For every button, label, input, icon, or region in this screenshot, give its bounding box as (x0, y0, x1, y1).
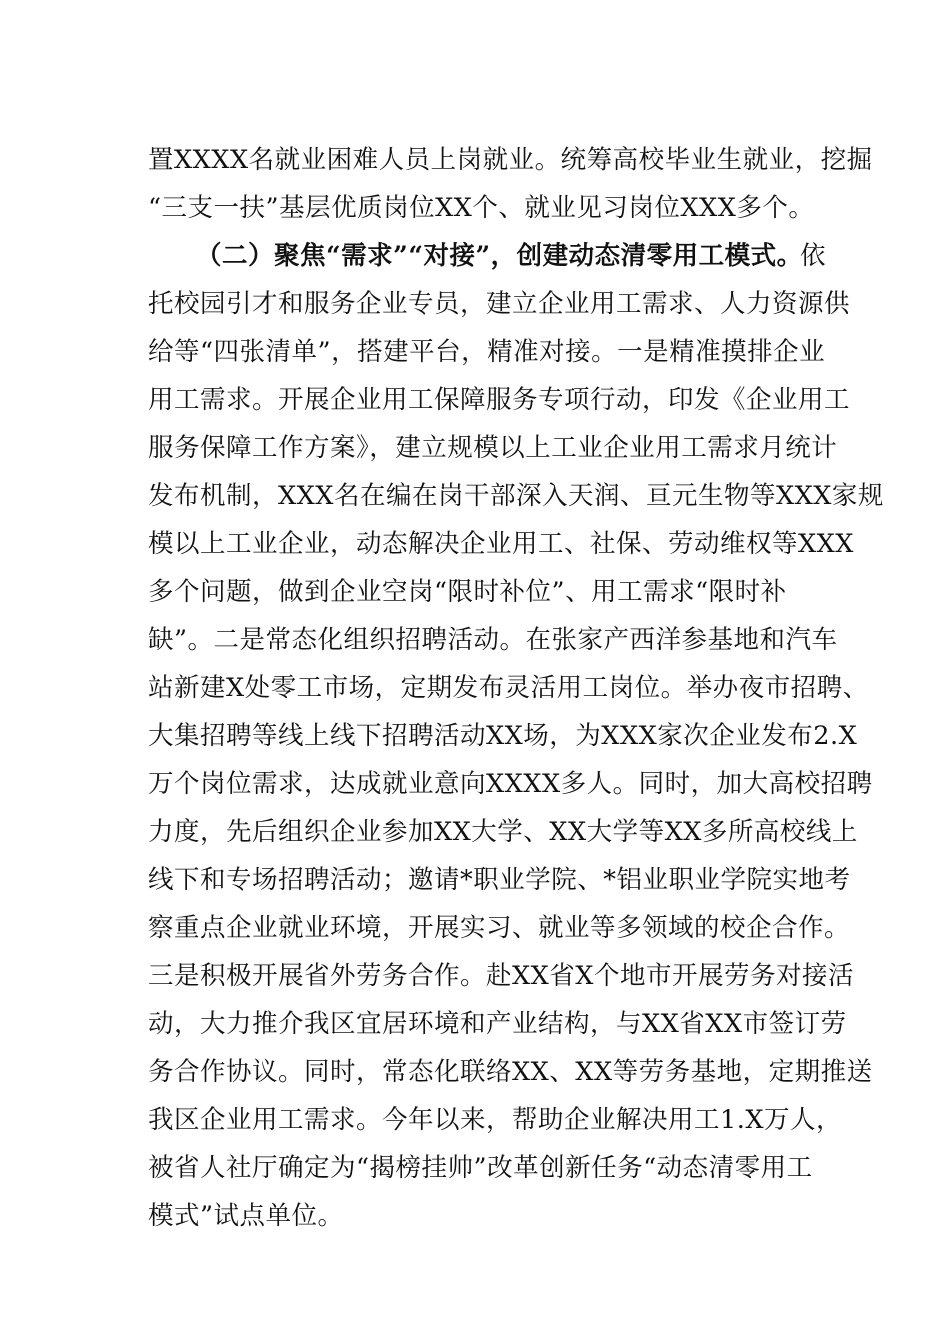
line-text: “三支一扶”基层优质岗位XX个、就业见习岗位XXX多个。 (148, 193, 815, 223)
line-text: 模以上工业企业，动态解决企业用工、社保、劳动维权等XXX (148, 529, 854, 559)
text-line (0, 956, 950, 996)
line-text: 大集招聘等线上线下招聘活动XX场，为XXX家次企业发布2.X (148, 721, 858, 751)
section-heading: （二）聚焦“需求”“对接”，创建动态清零用工模式。 (196, 241, 803, 271)
text-line (0, 1004, 950, 1044)
text-line (0, 380, 950, 420)
line-text: 模式”试点单位。 (148, 1201, 344, 1231)
text-line (0, 764, 950, 804)
text-line (0, 908, 950, 948)
text-line (0, 428, 950, 468)
text-line (0, 860, 950, 900)
text-line (0, 476, 950, 516)
line-text: 缺”。二是常态化组织招聘活动。在张家产西洋参基地和汽车 (148, 625, 838, 655)
text-line (0, 668, 950, 708)
line-text: 多个问题，做到企业空岗“限时补位”、用工需求“限时补 (148, 577, 787, 607)
line-text: 站新建X处零工市场，定期发布灵活用工岗位。举办夜市招聘、 (148, 673, 869, 703)
text-line (0, 140, 950, 180)
text-line (0, 524, 950, 564)
line-text: 用工需求。开展企业用工保障服务专项行动，印发《企业用工 (148, 385, 851, 415)
line-text: 务合作协议。同时，常态化联络XX、XX等劳务基地，定期推送 (148, 1057, 873, 1087)
line-text: 给等“四张清单”，搭建平台，精准对接。一是精准摸排企业 (148, 337, 826, 367)
text-line (0, 812, 950, 852)
text-line (0, 572, 950, 612)
line-text: 服务保障工作方案》，建立规模以上工业企业用工需求月统计 (148, 433, 838, 463)
text-line (0, 1052, 950, 1092)
text-line (0, 284, 950, 324)
line-text: 察重点企业就业环境，开展实习、就业等多领域的校企合作。 (148, 913, 851, 943)
text-line (0, 1100, 950, 1140)
text-line (0, 620, 950, 660)
line-text: 力度，先后组织企业参加XX大学、XX大学等XX多所高校线上 (148, 817, 858, 847)
line-text: 动，大力推介我区宜居环境和产业结构，与XX省XX市签订劳 (148, 1009, 847, 1039)
text-line (0, 236, 950, 276)
text-line (0, 1148, 950, 1188)
text-line (0, 716, 950, 756)
line-text: 线下和专场招聘活动；邀请*职业学院、*铝业职业学院实地考 (148, 865, 851, 895)
line-text: 托校园引才和服务企业专员，建立企业用工需求、人力资源供 (148, 289, 851, 319)
line-text: 三是积极开展省外劳务合作。赴XX省X个地市开展劳务对接活 (148, 961, 854, 991)
text-line (0, 332, 950, 372)
line-text: 我区企业用工需求。今年以来，帮助企业解决用工1.X万人， (148, 1105, 842, 1135)
line-text: 发布机制，XXX名在编在岗干部深入天润、亘元生物等XXX家规 (148, 481, 884, 511)
line-text: 依 (800, 241, 827, 271)
line-text: 万个岗位需求，达成就业意向XXXX多人。同时，加大高校招聘 (148, 769, 873, 799)
line-text: 置XXXX名就业困难人员上岗就业。统筹高校毕业生就业，挖掘 (148, 145, 873, 175)
line-text: 被省人社厅确定为“揭榜挂帅”改革创新任务“动态清零用工 (148, 1153, 813, 1183)
text-line (0, 1196, 950, 1236)
text-line (0, 188, 950, 228)
